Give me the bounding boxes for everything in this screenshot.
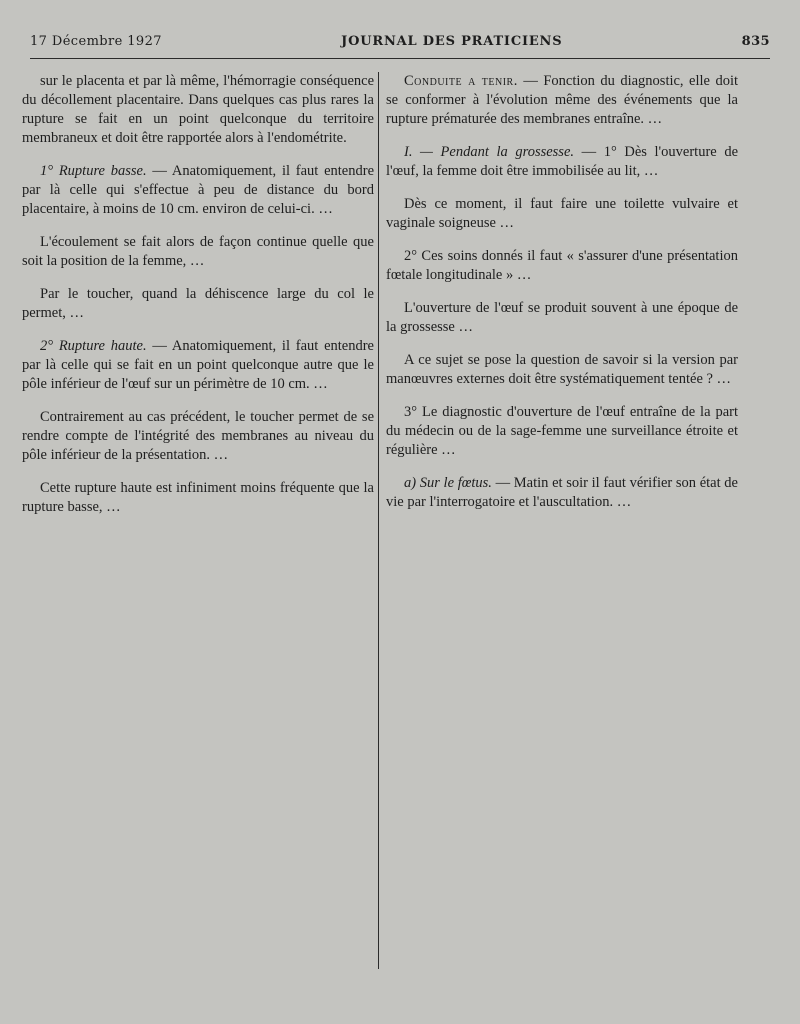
right-paragraph (386, 351, 738, 389)
paragraph-text: L'ouverture de l'œuf se produit souvent à une époque de la grossesse … (386, 300, 738, 335)
issue-date: 17 Décembre 1927 (30, 34, 162, 49)
right-paragraph (386, 403, 738, 460)
paragraph-text: — Anatomiquement, il faut entendre par là celle qui s'effectue à peu de distance du bord placentaire, à moins de 10 cm. environ de celui-ci. … (22, 163, 375, 217)
paragraph-text: A ce sujet se pose la question de savoir si la version par manœuvres externes doit être systématiquement tentée ? … (386, 352, 738, 387)
left-paragraph (22, 337, 374, 394)
right-paragraph (386, 195, 738, 233)
section-heading: 1° Rupture basse. (40, 163, 147, 179)
left-paragraph (22, 162, 374, 219)
paragraph-text: Par le toucher, quand la déhiscence large du col le permet, … (22, 286, 374, 321)
paragraph-text: — Anatomiquement, il faut entendre par là celle qui se fait en un point quelconque autre que le pôle inférieur de l'œuf sur un périmètre de 10 cm. … (22, 338, 374, 392)
paragraph-text: — Fonction du diagnostic, elle doit se conformer à l'évolution même des événements que la rupture prématurée des membranes entraîne. … (386, 73, 739, 127)
paragraph-text: — Matin et soir il faut vérifier son état de vie par l'interrogatoire et l'auscultation. … (386, 475, 738, 510)
section-heading: 2° Rupture haute. (40, 338, 147, 354)
left-paragraph (22, 72, 374, 148)
page-number: 835 (741, 34, 770, 49)
right-paragraph (386, 474, 738, 512)
journal-title: JOURNAL DES PRATICIENS (341, 34, 563, 49)
paragraph-text: sur le placenta et par là même, l'hémorragie conséquence du décollement placentaire. Dans quelques cas plus rares la rupture se fait en un point quelconque du territoire membraneux et doit être rapportée alors à l'endométrite. (22, 73, 374, 146)
paragraph-text: L'écoulement se fait alors de façon continue quelle que soit la position de la femme, … (22, 234, 374, 269)
section-heading: Conduite a tenir. (404, 73, 518, 89)
left-column (22, 72, 374, 984)
paragraph-text: 2° Ces soins donnés il faut « s'assurer d'une présentation fœtale longitudinale » … (386, 248, 738, 283)
paragraph-text: — 1° Dès l'ouverture de l'œuf, la femme doit être immobilisée au lit, … (386, 144, 739, 179)
paragraph-text: Contrairement au cas précédent, le toucher permet de se rendre compte de l'intégrité des membranes au niveau du pôle inférieur de la présentation. … (22, 409, 374, 463)
section-heading: I. — Pendant la grossesse. (404, 144, 575, 160)
right-paragraph (386, 299, 738, 337)
left-paragraph (22, 408, 374, 465)
paragraph-text: Cette rupture haute est infiniment moins fréquente que la rupture basse, … (22, 480, 374, 515)
right-paragraph (386, 72, 738, 129)
paragraph-text: 3° Le diagnostic d'ouverture de l'œuf entraîne de la part du médecin ou de la sage-femme une surveillance étroite et régulière … (386, 404, 738, 458)
right-paragraph (386, 247, 738, 285)
left-paragraph (22, 285, 374, 323)
right-column (386, 72, 738, 984)
left-paragraph (22, 233, 374, 271)
header-rule (30, 58, 770, 59)
column-divider (378, 72, 379, 969)
paragraph-text: Dès ce moment, il faut faire une toilette vulvaire et vaginale soigneuse … (386, 196, 738, 231)
left-paragraph (22, 479, 374, 517)
running-header (30, 34, 770, 56)
right-paragraph (386, 143, 738, 181)
section-heading: a) Sur le fœtus. (404, 475, 492, 491)
